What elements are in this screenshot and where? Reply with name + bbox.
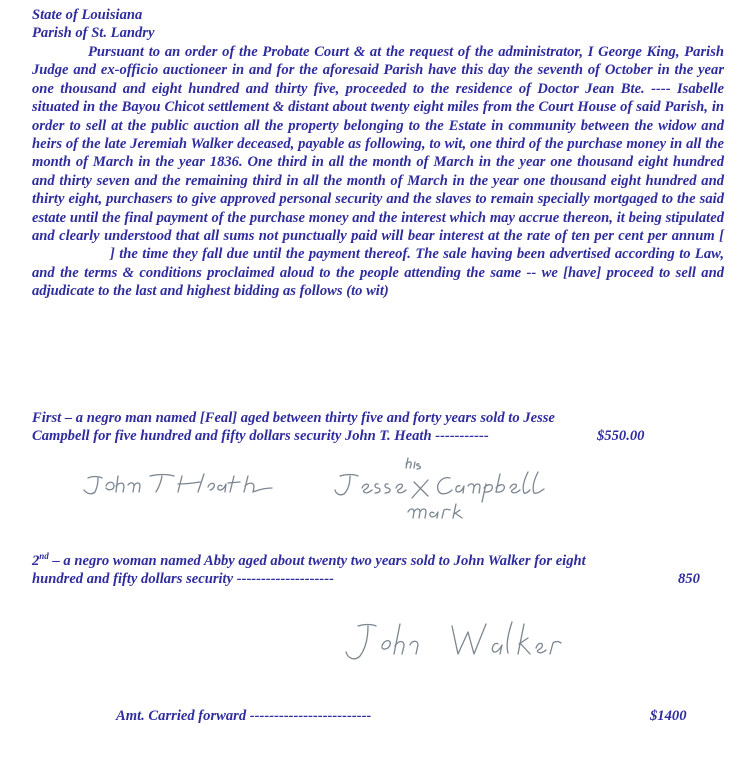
body-paragraph	[32, 43, 724, 301]
entry-ordinal-suffix: nd	[39, 551, 49, 562]
body-text-part2: ] the time they fall due until the payment thereof. The sale having been advertised according to Law, and the terms & conditions proclaimed aloud to the people attending the same -- we [have] proceed to sell and adjudicate to the last and highest bidding as follows (to wit)	[32, 246, 724, 300]
entry-line	[32, 427, 732, 445]
handwritten-signature-image	[340, 612, 620, 672]
document-heading	[32, 6, 154, 43]
sale-entry-first	[32, 409, 732, 446]
entry-line	[32, 552, 732, 570]
body-text-part1: Pursuant to an order of the Probate Court & at the request of the administrator, I George King, Parish Judge and ex-officio auctioneer in and for the aforesaid Parish have this day the seventh of October in the year one thousand and eight hundred and thirty five, proceeded to the residence of Doctor Jean Bte. ---- Isabelle situated in the Bayou Chicot settlement & distant about twenty eight miles from the Court House of said Parish, in order to sell at the public auction all the property belonging to the Estate in community between the widow and heirs of the late Jeremiah Walker deceased, payable as following, to wit, one third of the purchase money in all the month of March in the year 1836. One third in all the month of March in the year one thousand eight hundred and thirty seven and the remaining third in all the month of March in the year one thousand eight hundred and thirty eight, purchasers to give approved personal security and the slaves to remain specially mortgaged to the said estate until the final payment of the purchase money and the interest which may accrue thereon, it being stipulated and clearly understood that all sums not punctually paid will bear interest at the rate of ten per cent per annum [	[32, 44, 724, 245]
signature-heath-campbell	[78, 452, 598, 537]
entry-amount: 850	[678, 571, 700, 588]
entry-line	[32, 570, 732, 588]
state-line: State of Louisiana	[32, 7, 143, 23]
amount-carried-label: Amt. Carried forward -------------------------	[116, 708, 372, 724]
parish-line: Parish of St. Landry	[32, 25, 155, 42]
entry-ordinal: 2	[32, 553, 40, 569]
entry-line-text: – a negro woman named Abby aged about twenty two years sold to John Walker for eight	[48, 553, 586, 569]
sale-entry-second	[32, 552, 732, 589]
entry-line: First – a negro man named [Feal] aged between thirty five and forty years sold to Jesse	[32, 410, 555, 426]
entry-line-text: hundred and fifty dollars security --------------------	[32, 571, 334, 588]
signature-john-walker	[340, 612, 620, 677]
entry-amount: $550.00	[597, 428, 645, 445]
amount-carried-value: $1400	[650, 708, 687, 724]
entry-line-text: Campbell for five hundred and fifty dollars security John T. Heath -----------	[32, 428, 489, 445]
handwritten-signature-image	[78, 452, 598, 532]
